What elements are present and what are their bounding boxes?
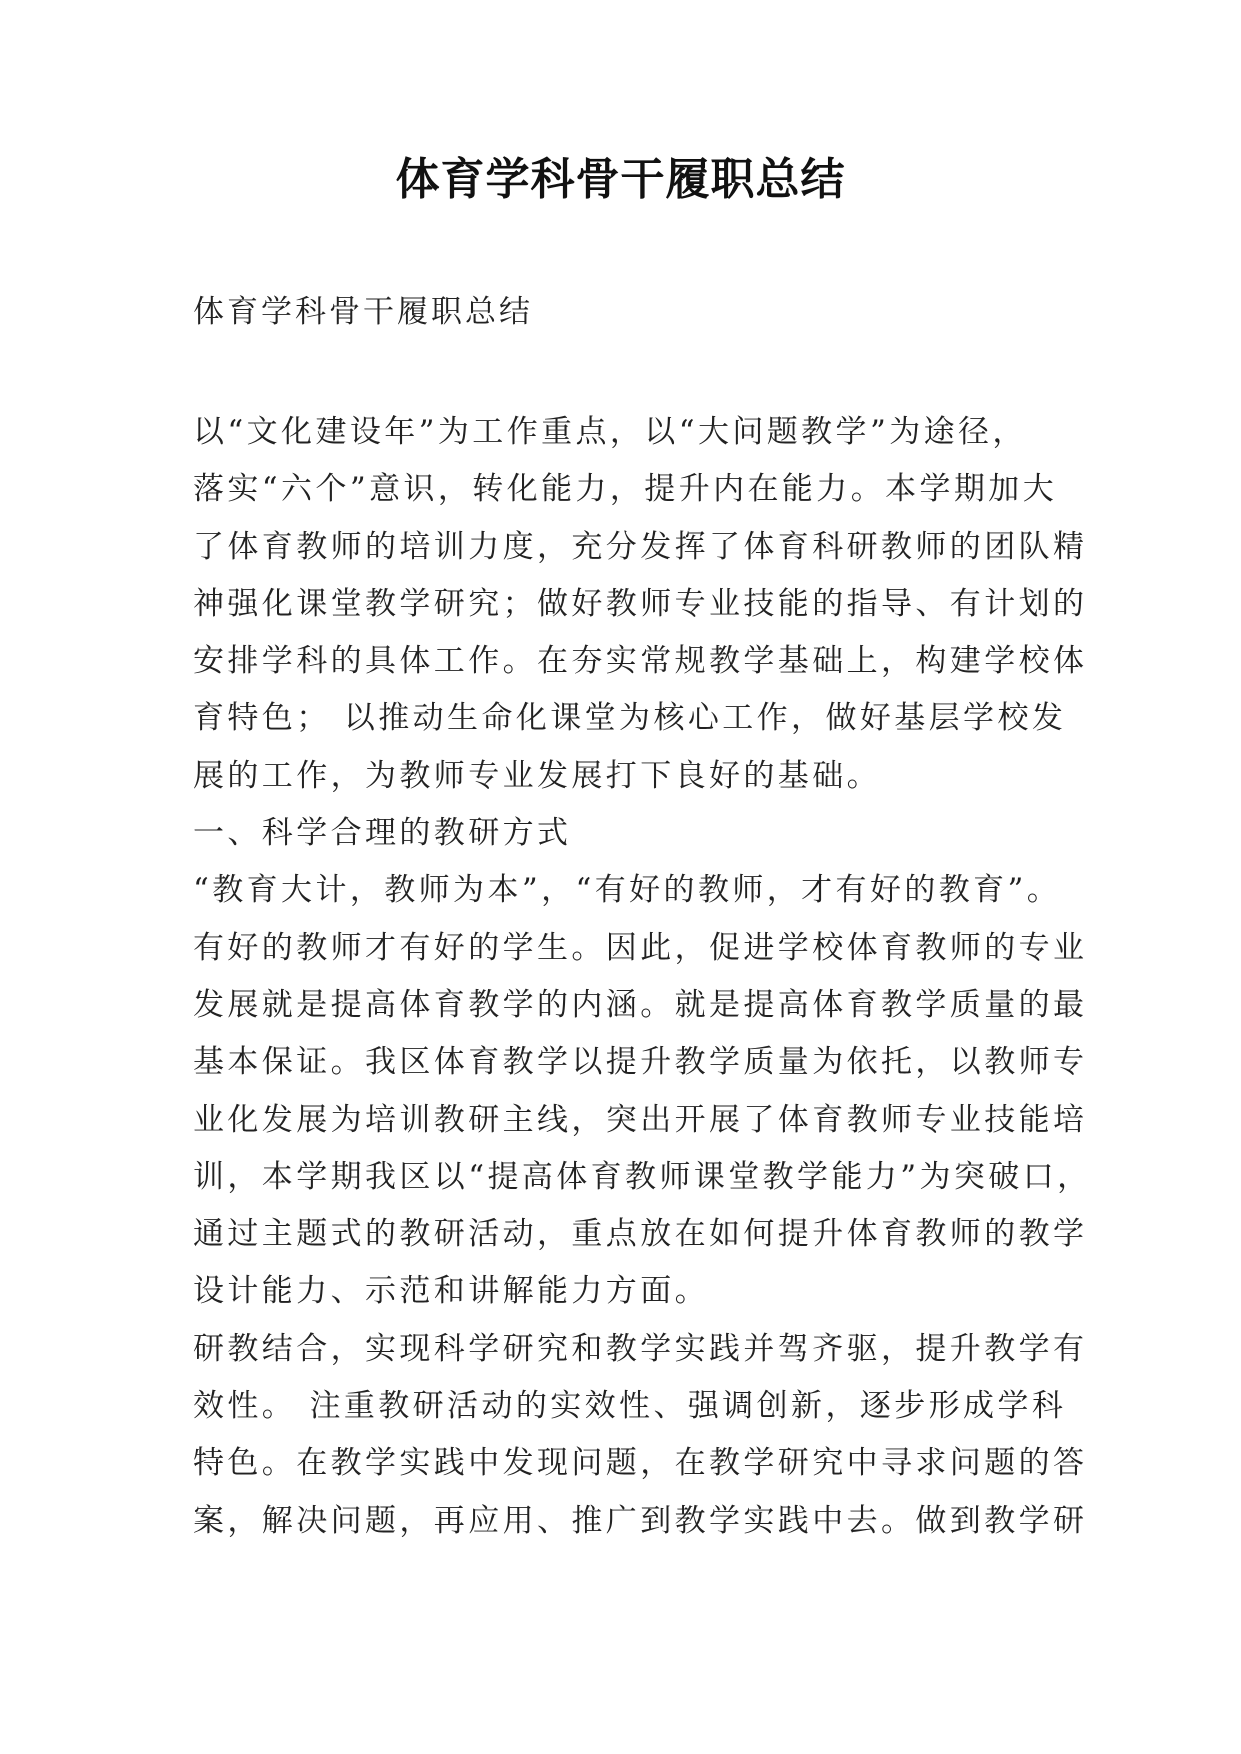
body-line: 有好的教师才有好的学生。因此，促进学校体育教师的专业: [193, 929, 1088, 966]
body-line: 一、科学合理的教研方式: [193, 815, 572, 852]
body-line: 安排学科的具体工作。在夯实常规教学基础上，构建学校体: [193, 643, 1088, 680]
body-line: 落实“六个”意识，转化能力，提升内在能力。本学期加大: [193, 471, 1058, 508]
body-line: 基本保证。我区体育教学以提升教学质量为依托，以教师专: [193, 1044, 1088, 1081]
body-line: 神强化课堂教学研究；做好教师专业技能的指导、有计划的: [193, 585, 1088, 622]
body-line: 设计能力、示范和讲解能力方面。: [193, 1273, 709, 1310]
document-subtitle: 体育学科骨干履职总结: [193, 294, 533, 330]
body-line: 案，解决问题，再应用、推广到教学实践中去。做到教学研: [193, 1502, 1088, 1539]
document-title: 体育学科骨干履职总结: [395, 154, 846, 205]
body-line: 发展就是提高体育教学的内涵。就是提高体育教学质量的最: [193, 986, 1088, 1023]
body-line: 业化发展为培训教研主线，突出开展了体育教师专业技能培: [193, 1101, 1088, 1138]
body-line: “教育大计，教师为本”，“有好的教师，才有好的教育”。: [193, 872, 1062, 909]
body-line: 育特色； 以推动生命化课堂为核心工作，做好基层学校发: [193, 700, 1067, 737]
body-line: 通过主题式的教研活动，重点放在如何提升体育教师的教学: [193, 1216, 1088, 1253]
body-line: 了体育教师的培训力度，充分发挥了体育科研教师的团队精: [193, 528, 1088, 565]
body-line: 以“文化建设年”为工作重点，以“大问题教学”为途径，: [193, 414, 1027, 450]
document-body: [193, 404, 1093, 1550]
body-line: 研教结合，实现科学研究和教学实践并驾齐驱，提升教学有: [193, 1330, 1088, 1367]
body-line: 特色。在教学实践中发现问题，在教学研究中寻求问题的答: [193, 1445, 1088, 1482]
body-line: 效性。 注重教研活动的实效性、强调创新，逐步形成学科: [193, 1388, 1067, 1425]
body-line: 展的工作，为教师专业发展打下良好的基础。: [193, 757, 881, 794]
body-line: 训，本学期我区以“提高体育教师课堂教学能力”为突破口，: [193, 1158, 1092, 1195]
